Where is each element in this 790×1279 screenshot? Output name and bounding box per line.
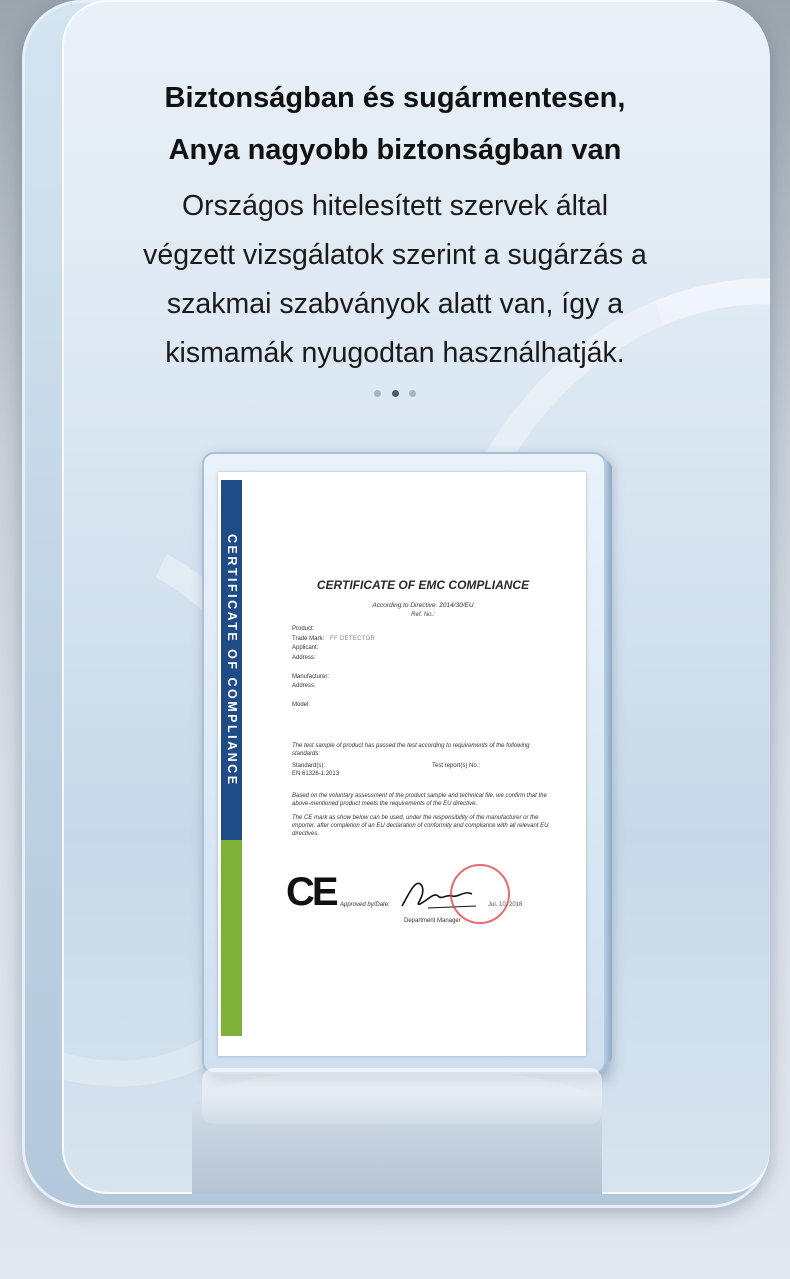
info-value [330,664,552,674]
frame-edge [604,460,612,1064]
pagination-dot[interactable] [409,390,416,397]
side-bar-green [221,840,242,1036]
info-value [330,702,552,712]
info-value [330,674,552,684]
standards-label: Standard(s): [292,763,326,769]
info-row [292,674,552,684]
info-label: Address: [292,683,316,689]
report-label: Test report(s) No.: [432,763,481,769]
report-block [432,762,480,770]
ce-usage-text: The CE mark as show below can be used, under the responsibility of the manufacturer or the importer, after completion of an EU declaration of conformity and compliance with all relevant EU directives. [292,815,549,837]
certificate-paper [218,472,586,1056]
info-value: FF DETECTOR [330,635,376,642]
standards-block [292,762,339,778]
headline-line-1: Biztonságban és sugármentesen, [164,82,626,114]
frame-reflection [202,1068,602,1124]
pagination-dot-active[interactable] [392,390,399,397]
info-label: Address: [292,654,316,661]
certificate-ref-no: Ref. No.: [411,612,435,618]
certificate-directive: According to Directive: 2014/30/EU [372,602,474,609]
info-value [330,683,552,693]
ce-mark-logo: CE [286,870,336,914]
info-row [292,664,552,674]
certificate-info-table [292,626,552,712]
info-row [292,636,552,646]
approval-date: Jul. 10, 2018 [488,902,523,908]
sample-text: The test sample of product has passed the test according to requirements of the following standards: [292,743,530,757]
headline-line-2: Anya nagyobb biztonságban van [168,134,622,166]
certificate-title: CERTIFICATE OF EMC COMPLIANCE [316,578,530,592]
info-label: Model: [292,702,311,708]
info-label: Applicant: [292,645,319,651]
info-label: Trade Mark: [292,635,325,642]
body-line-4: kismamák nyugodtan használhatják. [165,337,625,369]
info-label: Manufacturer: [292,673,330,680]
info-value [330,645,552,655]
info-row [292,702,552,712]
info-label [292,693,330,703]
body-line-2: végzett vizsgálatok szerint a sugárzás a [143,239,647,271]
approved-label: Approved by/Date: [340,902,390,908]
side-bar-text: CERTIFICATE OF COMPLIANCE [225,533,239,787]
info-row [292,626,552,636]
info-row [292,693,552,703]
info-value [330,693,552,703]
pagination-dots [0,384,790,402]
body-line-3: szakmai szabványok alatt van, így a [166,288,624,320]
info-row [292,655,552,665]
info-label [292,664,330,674]
info-value [330,626,552,636]
info-row [292,683,552,693]
department-label: Department Manager [404,918,461,924]
info-value [330,655,552,665]
info-row [292,645,552,655]
red-seal-stamp [450,864,510,924]
standards-value: EN 61326-1:2013 [292,771,340,777]
pagination-dot[interactable] [374,390,381,397]
info-label: Product: [292,626,315,632]
certificate-frame [202,452,606,1074]
basis-text: Based on the voluntary assessment of the product sample and technical file, we confirm that the above-mentioned product meets the requirements of the EU directive. [292,793,547,807]
body-line-1: Országos hitelesített szervek által [181,190,609,222]
